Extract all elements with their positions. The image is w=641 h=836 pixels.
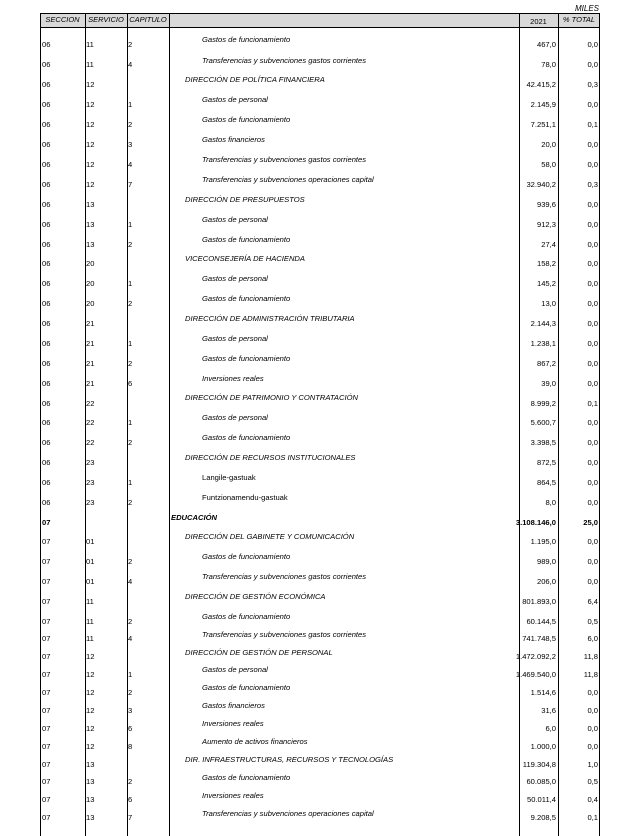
cell-pct-total: 0,4 [587, 795, 598, 804]
cell-seccion: 07 [42, 795, 51, 804]
cell-pct-total: 0,0 [587, 259, 598, 268]
cell-amount: 9.208,5 [530, 813, 556, 822]
cell-seccion: 06 [42, 319, 51, 328]
cell-servicio: 11 [86, 597, 94, 606]
cell-capitulo: 2 [128, 40, 133, 49]
header-cell-description [169, 13, 558, 27]
cell-amount: 13,0 [541, 299, 556, 308]
cell-pct-total: 11,8 [583, 670, 598, 679]
row-divider [40, 27, 600, 28]
cell-servicio: 20 [86, 279, 95, 288]
cell-servicio: 13 [86, 200, 95, 209]
cell-pct-total: 0,0 [587, 688, 598, 697]
cell-pct-total: 0,0 [587, 140, 598, 149]
cell-pct-total: 25,0 [583, 518, 598, 527]
cell-capitulo: 3 [128, 140, 133, 149]
cell-seccion: 06 [42, 80, 51, 89]
cell-capitulo: 2 [128, 498, 133, 507]
cell-amount: 6,0 [545, 724, 556, 733]
cell-seccion: 06 [42, 399, 51, 408]
col-divider [599, 13, 600, 836]
cell-amount: 939,6 [536, 200, 556, 209]
cell-servicio: 21 [86, 319, 95, 328]
header-cell-capitulo [127, 13, 169, 27]
cell-capitulo: 2 [128, 120, 133, 129]
cell-capitulo: 4 [128, 634, 133, 643]
cell-seccion: 06 [42, 478, 51, 487]
cell-servicio: 12 [86, 80, 95, 89]
cell-seccion: 06 [42, 160, 51, 169]
cell-pct-total: 0,0 [587, 220, 598, 229]
cell-seccion: 07 [42, 518, 51, 527]
cell-description: Gastos de funcionamiento [202, 235, 291, 244]
cell-seccion: 06 [42, 240, 51, 249]
cell-servicio: 21 [86, 339, 95, 348]
cell-capitulo: 4 [128, 60, 133, 69]
cell-capitulo: 6 [128, 724, 133, 733]
cell-description: DIRECCIÓN DE ADMINISTRACIÓN TRIBUTARIA [185, 314, 355, 323]
cell-servicio: 01 [86, 577, 95, 586]
cell-capitulo: 1 [128, 478, 133, 487]
cell-seccion: 07 [42, 617, 51, 626]
cell-capitulo: 2 [128, 299, 133, 308]
cell-capitulo: 8 [128, 742, 133, 751]
cell-servicio: 23 [86, 478, 95, 487]
cell-description: Gastos de funcionamiento [202, 552, 291, 561]
cell-capitulo: 1 [128, 418, 133, 427]
cell-description: VICECONSEJERÍA DE HACIENDA [185, 254, 305, 263]
header-cell-pct [558, 13, 600, 27]
cell-seccion: 06 [42, 418, 51, 427]
cell-pct-total: 0,0 [587, 100, 598, 109]
cell-capitulo: 6 [128, 795, 133, 804]
cell-capitulo: 7 [128, 813, 133, 822]
cell-pct-total: 0,0 [587, 339, 598, 348]
cell-amount: 741.748,5 [522, 634, 556, 643]
cell-capitulo: 3 [128, 706, 133, 715]
cell-description: Transferencias y subvenciones gastos corrientes [202, 56, 367, 65]
cell-amount: 5.600,7 [530, 418, 556, 427]
cell-pct-total: 0,0 [587, 438, 598, 447]
cell-amount: 20,0 [541, 140, 556, 149]
cell-amount: 1.472.092,2 [515, 652, 556, 661]
cell-capitulo: 2 [128, 438, 133, 447]
cell-description: Transferencias y subvenciones gastos corrientes [202, 630, 367, 639]
cell-pct-total: 6,0 [587, 634, 598, 643]
cell-description: DIR. INFRAESTRUCTURAS, RECURSOS Y TECNOLOGÍAS [185, 755, 394, 764]
cell-capitulo: 1 [128, 279, 133, 288]
cell-servicio: 23 [86, 458, 95, 467]
col-divider [558, 13, 559, 836]
cell-pct-total: 0,0 [587, 160, 598, 169]
cell-servicio: 13 [86, 777, 95, 786]
cell-amount: 872,5 [536, 458, 556, 467]
cell-seccion: 06 [42, 339, 51, 348]
cell-description: Transferencias y subvenciones gastos corrientes [202, 572, 367, 581]
cell-amount: 801.893,0 [522, 597, 556, 606]
cell-servicio: 11 [86, 40, 94, 49]
cell-amount: 8,0 [545, 498, 556, 507]
cell-description: Gastos de personal [202, 665, 268, 674]
cell-description: Funtzionamendu-gastuak [202, 493, 288, 502]
cell-servicio: 23 [86, 498, 95, 507]
cell-pct-total: 0,5 [587, 777, 598, 786]
header-cell-servicio [85, 13, 127, 27]
cell-seccion: 06 [42, 180, 51, 189]
cell-description: Gastos de funcionamiento [202, 35, 291, 44]
cell-seccion: 07 [42, 813, 51, 822]
cell-amount: 145,2 [536, 279, 556, 288]
cell-servicio: 01 [86, 557, 95, 566]
cell-servicio: 12 [86, 706, 95, 715]
cell-seccion: 07 [42, 597, 51, 606]
cell-seccion: 06 [42, 379, 51, 388]
cell-servicio: 22 [86, 438, 95, 447]
cell-servicio: 01 [86, 537, 95, 546]
cell-description: Gastos de personal [202, 274, 268, 283]
cell-pct-total: 0,0 [587, 40, 598, 49]
cell-description: DIRECCIÓN DE GESTIÓN DE PERSONAL [185, 648, 333, 657]
cell-amount: 867,2 [536, 359, 556, 368]
header-cell-year [519, 17, 558, 27]
cell-pct-total: 0,1 [587, 813, 598, 822]
cell-description: DIRECCIÓN DEL GABINETE Y COMUNICACIÓN [185, 532, 355, 541]
cell-pct-total: 0,0 [587, 240, 598, 249]
cell-capitulo: 1 [128, 220, 133, 229]
cell-amount: 60.085,0 [526, 777, 556, 786]
cell-servicio: 21 [86, 359, 95, 368]
cell-description: Gastos de funcionamiento [202, 683, 291, 692]
col-divider [40, 13, 41, 836]
cell-description: Gastos de funcionamiento [202, 773, 291, 782]
cell-capitulo: 6 [128, 379, 133, 388]
cell-amount: 206,0 [536, 577, 556, 586]
cell-pct-total: 0,0 [587, 458, 598, 467]
header-year: 2021 [530, 17, 547, 26]
cell-seccion: 07 [42, 652, 51, 661]
cell-seccion: 07 [42, 724, 51, 733]
cell-capitulo: 1 [128, 339, 133, 348]
cell-capitulo: 4 [128, 160, 133, 169]
cell-seccion: 06 [42, 40, 51, 49]
cell-description: Gastos de funcionamiento [202, 612, 291, 621]
budget-table [40, 13, 600, 836]
cell-servicio: 12 [86, 100, 95, 109]
cell-amount: 1.514,6 [530, 688, 556, 697]
cell-servicio: 12 [86, 652, 95, 661]
cell-seccion: 06 [42, 299, 51, 308]
cell-seccion: 06 [42, 200, 51, 209]
cell-pct-total: 0,0 [587, 200, 598, 209]
cell-description: Gastos de funcionamiento [202, 115, 291, 124]
cell-pct-total: 0,0 [587, 537, 598, 546]
cell-amount: 31,6 [541, 706, 556, 715]
cell-amount: 864,5 [536, 478, 556, 487]
cell-amount: 3.108.146,0 [515, 518, 556, 527]
cell-amount: 1.469.540,0 [515, 670, 556, 679]
cell-servicio: 11 [86, 60, 94, 69]
cell-pct-total: 0,0 [587, 299, 598, 308]
cell-servicio: 13 [86, 760, 95, 769]
cell-seccion: 06 [42, 259, 51, 268]
cell-seccion: 07 [42, 634, 51, 643]
cell-seccion: 07 [42, 688, 51, 697]
cell-servicio: 12 [86, 670, 95, 679]
cell-pct-total: 0,0 [587, 724, 598, 733]
cell-pct-total: 11,8 [583, 652, 598, 661]
cell-description: Gastos financieros [202, 135, 265, 144]
cell-seccion: 06 [42, 140, 51, 149]
row-divider [40, 13, 600, 14]
cell-pct-total: 0,0 [587, 418, 598, 427]
header-pct: % TOTAL [562, 15, 596, 24]
cell-amount: 78,0 [541, 60, 556, 69]
cell-capitulo: 2 [128, 777, 133, 786]
header-seccion: SECCION [45, 15, 80, 24]
cell-amount: 1.195,0 [530, 537, 556, 546]
cell-servicio: 12 [86, 160, 95, 169]
cell-servicio: 13 [86, 220, 95, 229]
cell-servicio: 20 [86, 259, 95, 268]
cell-amount: 2.145,9 [530, 100, 556, 109]
cell-pct-total: 0,0 [587, 279, 598, 288]
cell-description: Transferencias y subvenciones operaciones capital [202, 809, 374, 818]
cell-pct-total: 0,0 [587, 557, 598, 566]
cell-description: Inversiones reales [202, 374, 264, 383]
cell-description: Gastos de personal [202, 334, 268, 343]
cell-seccion: 07 [42, 760, 51, 769]
cell-seccion: 07 [42, 706, 51, 715]
cell-servicio: 12 [86, 742, 95, 751]
cell-amount: 1.238,1 [530, 339, 556, 348]
cell-description: Langile-gastuak [202, 473, 256, 482]
cell-description: Gastos de funcionamiento [202, 433, 291, 442]
cell-seccion: 06 [42, 438, 51, 447]
cell-amount: 42.415,2 [526, 80, 556, 89]
col-divider [519, 13, 520, 836]
cell-amount: 8.999,2 [530, 399, 556, 408]
cell-capitulo: 7 [128, 180, 133, 189]
cell-description: Transferencias y subvenciones gastos corrientes [202, 155, 367, 164]
cell-seccion: 06 [42, 458, 51, 467]
cell-amount: 39,0 [541, 379, 556, 388]
header-cell-seccion [40, 13, 85, 27]
units-label: MILES [574, 4, 599, 13]
cell-amount: 1.000,0 [530, 742, 556, 751]
cell-description: DIRECCIÓN DE GESTIÓN ECONÓMICA [185, 592, 326, 601]
cell-capitulo: 1 [128, 670, 133, 679]
cell-amount: 7.251,1 [530, 120, 556, 129]
cell-amount: 3.398,5 [530, 438, 556, 447]
cell-servicio: 22 [86, 399, 95, 408]
cell-amount: 158,2 [536, 259, 556, 268]
cell-description: DIRECCIÓN DE POLÍTICA FINANCIERA [185, 75, 325, 84]
col-divider [169, 13, 170, 836]
cell-description: Gastos de personal [202, 95, 268, 104]
cell-amount: 467,0 [536, 40, 556, 49]
cell-pct-total: 0,1 [587, 399, 598, 408]
cell-seccion: 06 [42, 220, 51, 229]
cell-description: EDUCACIÓN [171, 513, 217, 522]
cell-pct-total: 0,0 [587, 577, 598, 586]
cell-seccion: 06 [42, 100, 51, 109]
cell-servicio: 22 [86, 418, 95, 427]
cell-seccion: 06 [42, 279, 51, 288]
cell-seccion: 07 [42, 577, 51, 586]
cell-servicio: 12 [86, 724, 95, 733]
cell-pct-total: 0,1 [587, 120, 598, 129]
cell-description: DIRECCIÓN DE PRESUPUESTOS [185, 195, 305, 204]
cell-pct-total: 1,0 [587, 760, 598, 769]
cell-description: Inversiones reales [202, 719, 264, 728]
cell-servicio: 13 [86, 813, 95, 822]
cell-seccion: 06 [42, 120, 51, 129]
cell-description: Gastos de personal [202, 215, 268, 224]
cell-pct-total: 0,0 [587, 498, 598, 507]
cell-capitulo: 2 [128, 557, 133, 566]
cell-pct-total: 0,0 [587, 319, 598, 328]
cell-seccion: 07 [42, 557, 51, 566]
cell-amount: 989,0 [536, 557, 556, 566]
cell-amount: 50.011,4 [527, 795, 556, 804]
cell-pct-total: 0,3 [587, 180, 598, 189]
cell-amount: 912,3 [536, 220, 556, 229]
cell-description: Gastos de funcionamiento [202, 354, 291, 363]
cell-description: Aumento de activos financieros [202, 737, 308, 746]
cell-pct-total: 0,3 [587, 80, 598, 89]
cell-servicio: 12 [86, 120, 95, 129]
cell-description: Gastos financieros [202, 701, 265, 710]
cell-servicio: 12 [86, 688, 95, 697]
cell-servicio: 20 [86, 299, 95, 308]
cell-description: DIRECCIÓN DE PATRIMONIO Y CONTRATACIÓN [185, 393, 358, 402]
cell-amount: 32.940,2 [526, 180, 556, 189]
cell-pct-total: 6,4 [587, 597, 598, 606]
cell-seccion: 06 [42, 359, 51, 368]
cell-pct-total: 0,5 [587, 617, 598, 626]
cell-pct-total: 0,0 [587, 60, 598, 69]
cell-seccion: 07 [42, 742, 51, 751]
cell-capitulo: 2 [128, 688, 133, 697]
cell-seccion: 06 [42, 498, 51, 507]
cell-seccion: 06 [42, 60, 51, 69]
cell-servicio: 21 [86, 379, 95, 388]
cell-seccion: 07 [42, 670, 51, 679]
cell-amount: 27,4 [541, 240, 556, 249]
cell-pct-total: 0,0 [587, 379, 598, 388]
cell-pct-total: 0,0 [587, 706, 598, 715]
cell-capitulo: 2 [128, 617, 133, 626]
cell-servicio: 12 [86, 180, 95, 189]
cell-description: DIRECCIÓN DE RECURSOS INSTITUCIONALES [185, 453, 356, 462]
cell-servicio: 13 [86, 795, 95, 804]
cell-description: Gastos de funcionamiento [202, 294, 291, 303]
cell-description: Gastos de personal [202, 413, 268, 422]
cell-servicio: 11 [86, 617, 94, 626]
cell-description: Transferencias y subvenciones operaciones capital [202, 175, 374, 184]
cell-servicio: 12 [86, 140, 95, 149]
cell-servicio: 11 [86, 634, 94, 643]
cell-pct-total: 0,0 [587, 478, 598, 487]
cell-capitulo: 1 [128, 100, 133, 109]
cell-pct-total: 0,0 [587, 359, 598, 368]
cell-seccion: 07 [42, 537, 51, 546]
cell-capitulo: 2 [128, 240, 133, 249]
cell-description: Inversiones reales [202, 791, 264, 800]
cell-amount: 58,0 [541, 160, 556, 169]
cell-amount: 2.144,3 [530, 319, 556, 328]
cell-seccion: 07 [42, 777, 51, 786]
cell-amount: 119.304,8 [522, 760, 556, 769]
cell-servicio: 13 [86, 240, 95, 249]
header-servicio: SERVICIO [88, 15, 124, 24]
cell-amount: 60.144,5 [526, 617, 556, 626]
cell-capitulo: 4 [128, 577, 133, 586]
cell-pct-total: 0,0 [587, 742, 598, 751]
cell-capitulo: 2 [128, 359, 133, 368]
header-capitulo: CAPITULO [129, 15, 167, 24]
